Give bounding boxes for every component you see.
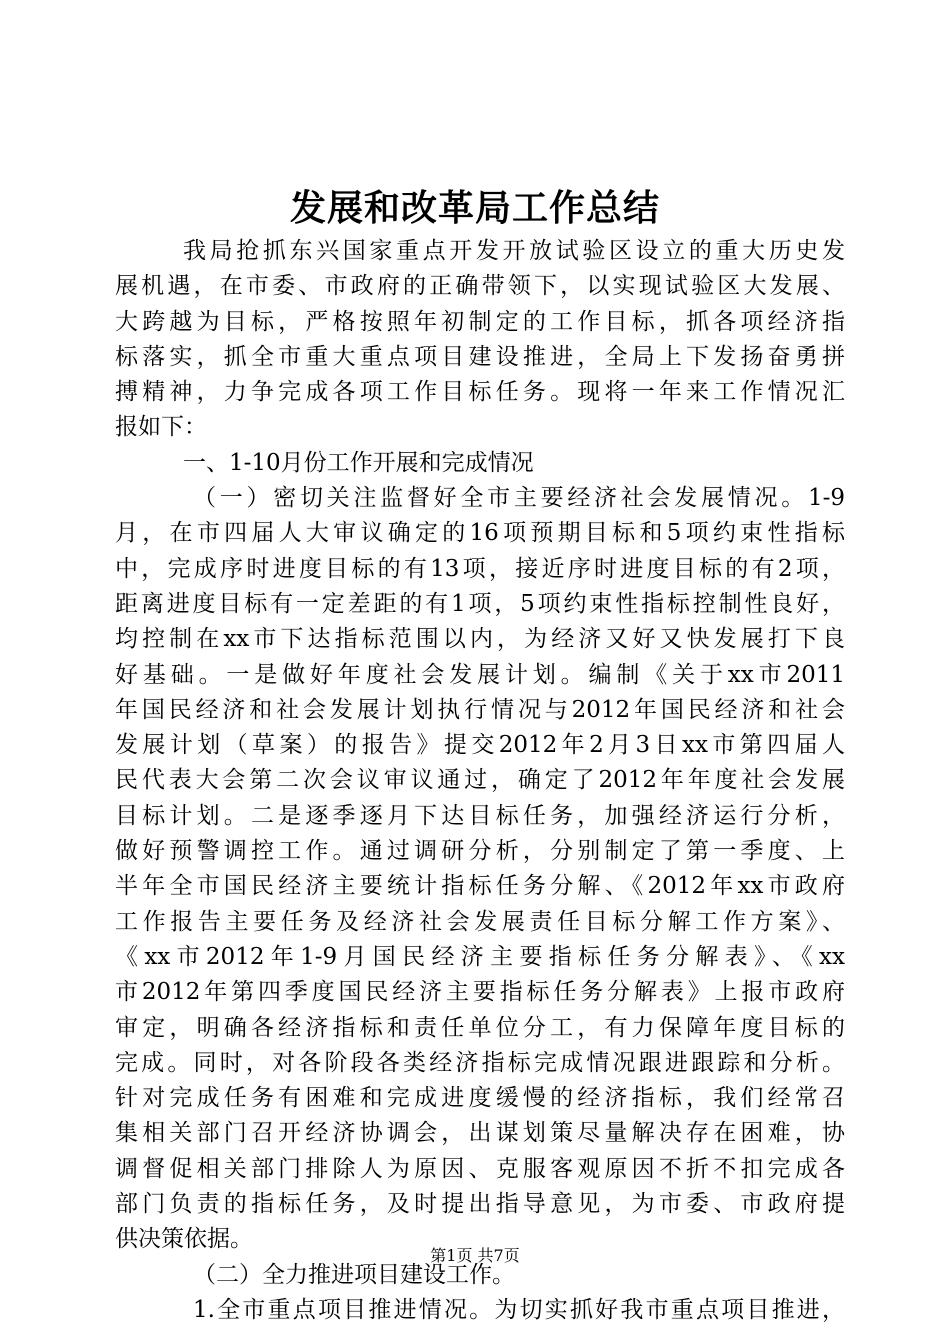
paragraph-line: 工作报告主要任务及经济社会发展责任目标分解工作方案》、 — [115, 908, 845, 935]
paragraph-line: 目标计划。二是逐季逐月下达目标任务，加强经济运行分析， — [115, 802, 845, 829]
paragraph-line: 中，完成序时进度目标的有13项，接近序时进度目标的有2项， — [115, 555, 845, 582]
paragraph-line: 大跨越为目标，严格按照年初制定的工作目标，抓各项经济指 — [115, 308, 845, 335]
page-number-footer: 第1页 共7页 — [430, 1246, 520, 1265]
paragraph-line: 审定，明确各经济指标和责任单位分工，有力保障年度目标的 — [115, 1014, 845, 1041]
subsection-heading: （二）全力推进项目建设工作。 — [193, 1261, 515, 1288]
paragraph-line: 部门负责的指标任务，及时提出指导意见，为市委、市政府提 — [115, 1191, 845, 1218]
paragraph-line: 标落实，抓全市重大重点项目建设推进，全局上下发扬奋勇拼 — [115, 343, 845, 370]
paragraph-line: 均控制在xx市下达指标范围以内，为经济又好又快发展打下良 — [115, 626, 845, 653]
document-title: 发展和改革局工作总结 — [289, 187, 660, 229]
paragraph-line: 集相关部门召开经济协调会，出谋划策尽量解决存在困难，协 — [115, 1120, 845, 1147]
paragraph-line: 展机遇，在市委、市政府的正确带领下，以实现试验区大发展、 — [115, 273, 845, 300]
paragraph-line: 针对完成任务有困难和完成进度缓慢的经济指标，我们经常召 — [115, 1085, 845, 1112]
paragraph-line: 距离进度目标有一定差距的有1项，5项约束性指标控制性良好， — [115, 590, 845, 617]
paragraph-line: 1.全市重点项目推进情况。为切实抓好我市重点项目推进， — [193, 1296, 845, 1323]
paragraph-line: 月，在市四届人大审议确定的16项预期目标和5项约束性指标 — [115, 520, 845, 547]
document-body — [115, 234, 845, 1328]
paragraph-line: 民代表大会第二次会议审议通过，确定了2012年年度社会发展 — [115, 767, 845, 794]
paragraph-line: 《xx市2012年1-9月国民经济主要指标任务分解表》、《xx — [115, 943, 845, 970]
paragraph-line: 好基础。一是做好年度社会发展计划。编制《关于xx市2011 — [115, 661, 845, 688]
paragraph-line: 做好预警调控工作。通过调研分析，分别制定了第一季度、上 — [115, 838, 845, 865]
subsection-heading: （一）密切关注监督好全市主要经济社会发展情况。1-9 — [193, 485, 845, 512]
paragraph-line: 供决策依据。 — [115, 1226, 253, 1253]
paragraph-line: 半年全市国民经济主要统计指标任务分解、《2012年xx市政府 — [115, 873, 845, 900]
paragraph-line: 我局抢抓东兴国家重点开发开放试验区设立的重大历史发 — [183, 238, 845, 264]
paragraph-line: 完成。同时，对各阶段各类经济指标完成情况跟进跟踪和分析。 — [115, 1049, 845, 1076]
paragraph-line: 年国民经济和社会发展计划执行情况与2012年国民经济和社会 — [115, 696, 845, 723]
paragraph-line: 发展计划（草案）的报告》提交2012年2月3日xx市第四届人 — [115, 732, 845, 759]
section-heading: 一、1-10月份工作开展和完成情况 — [183, 449, 534, 476]
paragraph-line: 调督促相关部门排除人为原因、克服客观原因不折不扣完成各 — [115, 1155, 845, 1182]
paragraph-line: 市2012年第四季度国民经济主要指标任务分解表》上报市政府 — [115, 979, 845, 1006]
paragraph-line: 搏精神，力争完成各项工作目标任务。现将一年来工作情况汇 — [115, 379, 845, 406]
paragraph-line: 报如下： — [115, 414, 207, 441]
